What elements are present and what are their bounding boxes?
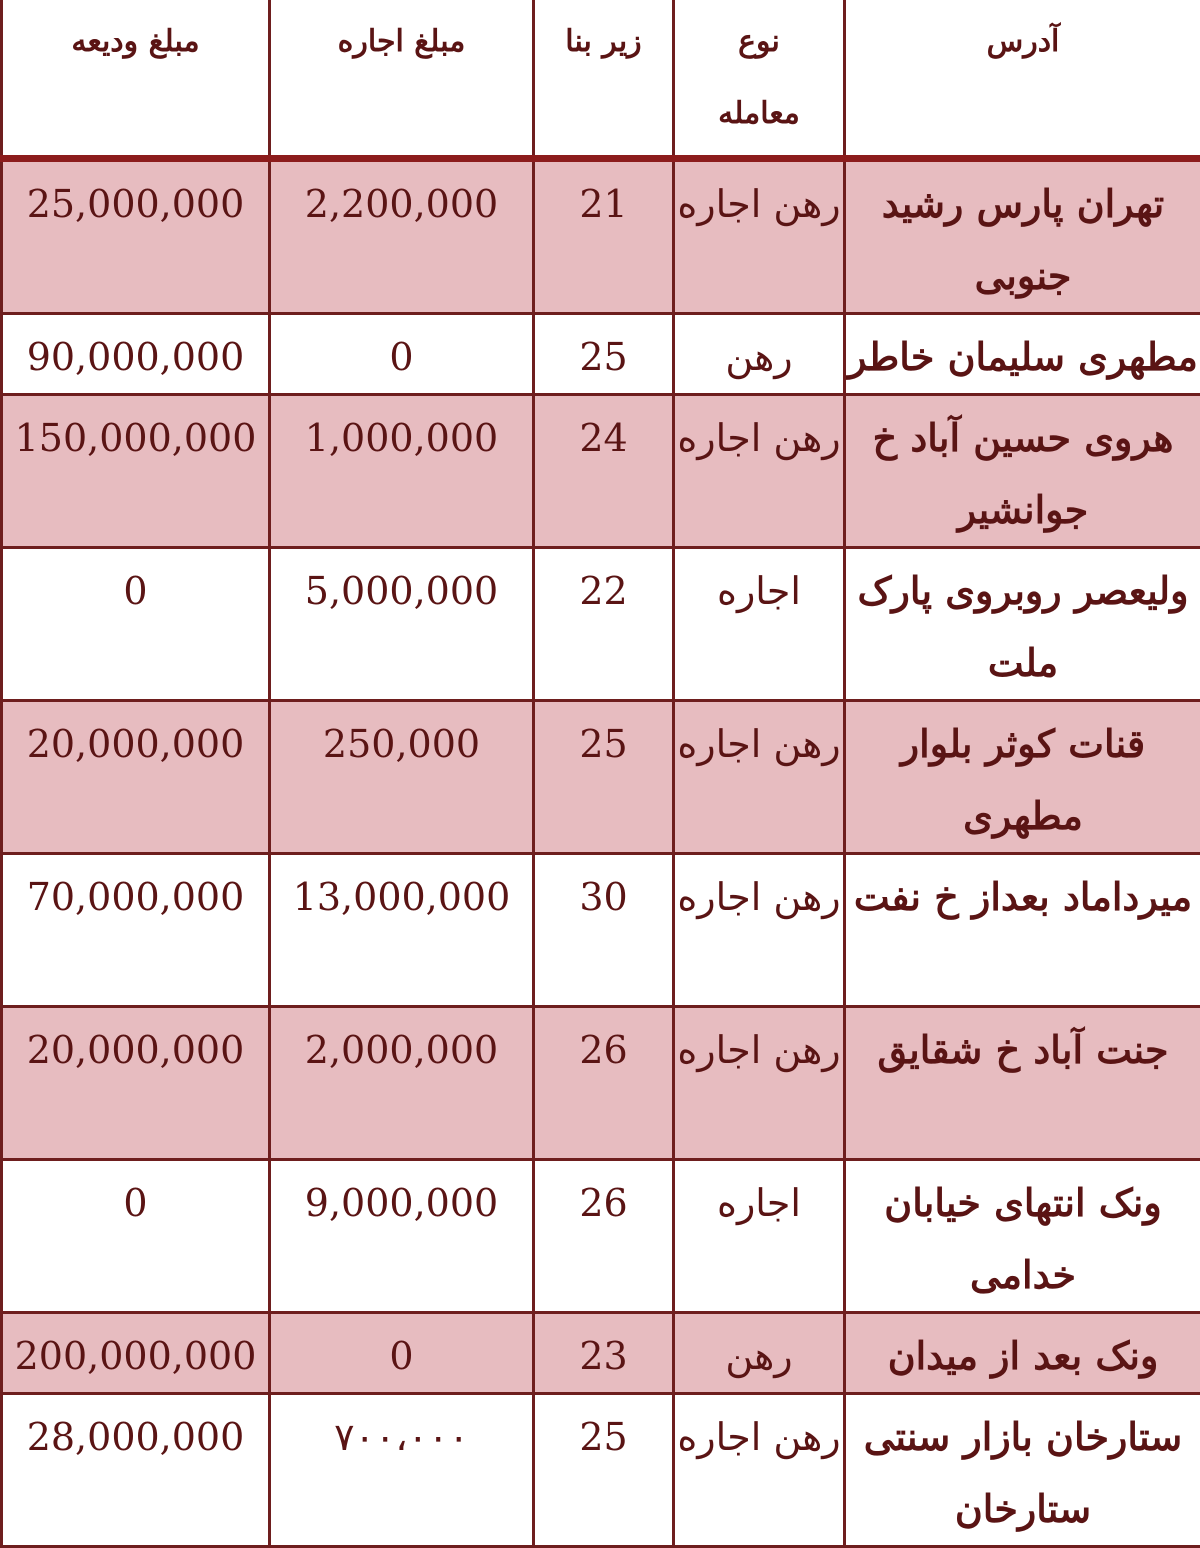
cell-deposit: 90,000,000 <box>2 313 270 394</box>
table-row <box>2 1312 1200 1393</box>
table-row <box>2 853 1200 1006</box>
cell-area: 26 <box>534 1006 674 1159</box>
cell-rent: 0 <box>270 1312 534 1393</box>
cell-deposit: 28,000,000 <box>2 1393 270 1546</box>
cell-area: 21 <box>534 158 674 313</box>
cell-address: هروی حسین آباد خ جوانشیر <box>845 394 1200 547</box>
cell-area: 25 <box>534 1393 674 1546</box>
table-row <box>2 158 1200 313</box>
table-row <box>2 700 1200 853</box>
cell-rent: 1,000,000 <box>270 394 534 547</box>
cell-deposit: 150,000,000 <box>2 394 270 547</box>
cell-deposit: 0 <box>2 547 270 700</box>
cell-deposit: 0 <box>2 1159 270 1312</box>
cell-deal-type: اجاره <box>674 1159 845 1312</box>
cell-area: 23 <box>534 1312 674 1393</box>
cell-deal-type: رهن اجاره <box>674 158 845 313</box>
table-row <box>2 313 1200 394</box>
cell-deal-type: رهن اجاره <box>674 700 845 853</box>
table-row <box>2 1006 1200 1159</box>
cell-rent: ۷۰۰،۰۰۰ <box>270 1393 534 1546</box>
cell-area: 25 <box>534 313 674 394</box>
cell-deposit: 25,000,000 <box>2 158 270 313</box>
cell-rent: 2,000,000 <box>270 1006 534 1159</box>
table-row <box>2 1393 1200 1546</box>
table-row <box>2 394 1200 547</box>
cell-rent: 13,000,000 <box>270 853 534 1006</box>
cell-rent: 2,200,000 <box>270 158 534 313</box>
header-address: آدرس <box>845 0 1200 158</box>
cell-address: میرداماد بعداز خ نفت <box>845 853 1200 1006</box>
cell-deposit: 20,000,000 <box>2 700 270 853</box>
table-row <box>2 1159 1200 1312</box>
cell-deal-type: رهن اجاره <box>674 1393 845 1546</box>
cell-area: 24 <box>534 394 674 547</box>
cell-address: ولیعصر روبروی پارک ملت <box>845 547 1200 700</box>
cell-deal-type: اجاره <box>674 547 845 700</box>
cell-address: قنات کوثر بلوار مطهری <box>845 700 1200 853</box>
header-rent: مبلغ اجاره <box>270 0 534 158</box>
cell-rent: 0 <box>270 313 534 394</box>
cell-area: 22 <box>534 547 674 700</box>
header-area: زیر بنا <box>534 0 674 158</box>
table-header-row <box>2 0 1200 158</box>
cell-address: ونک بعد از میدان <box>845 1312 1200 1393</box>
header-deposit: مبلغ ودیعه <box>2 0 270 158</box>
cell-area: 26 <box>534 1159 674 1312</box>
cell-deal-type: رهن <box>674 1312 845 1393</box>
cell-address: تهران پارس رشید جنوبی <box>845 158 1200 313</box>
cell-rent: 9,000,000 <box>270 1159 534 1312</box>
cell-deal-type: رهن اجاره <box>674 1006 845 1159</box>
cell-rent: 250,000 <box>270 700 534 853</box>
cell-address: ونک انتهای خیابان خدامی <box>845 1159 1200 1312</box>
cell-address: مطهری سلیمان خاطر <box>845 313 1200 394</box>
cell-deposit: 20,000,000 <box>2 1006 270 1159</box>
cell-deal-type: رهن <box>674 313 845 394</box>
cell-deposit: 200,000,000 <box>2 1312 270 1393</box>
cell-address: ستارخان بازار سنتی ستارخان <box>845 1393 1200 1546</box>
header-deal-type: نوع معامله <box>674 0 845 158</box>
table-row <box>2 547 1200 700</box>
cell-address: جنت آباد خ شقایق <box>845 1006 1200 1159</box>
cell-area: 25 <box>534 700 674 853</box>
cell-area: 30 <box>534 853 674 1006</box>
cell-deal-type: رهن اجاره <box>674 853 845 1006</box>
cell-deposit: 70,000,000 <box>2 853 270 1006</box>
cell-rent: 5,000,000 <box>270 547 534 700</box>
cell-deal-type: رهن اجاره <box>674 394 845 547</box>
